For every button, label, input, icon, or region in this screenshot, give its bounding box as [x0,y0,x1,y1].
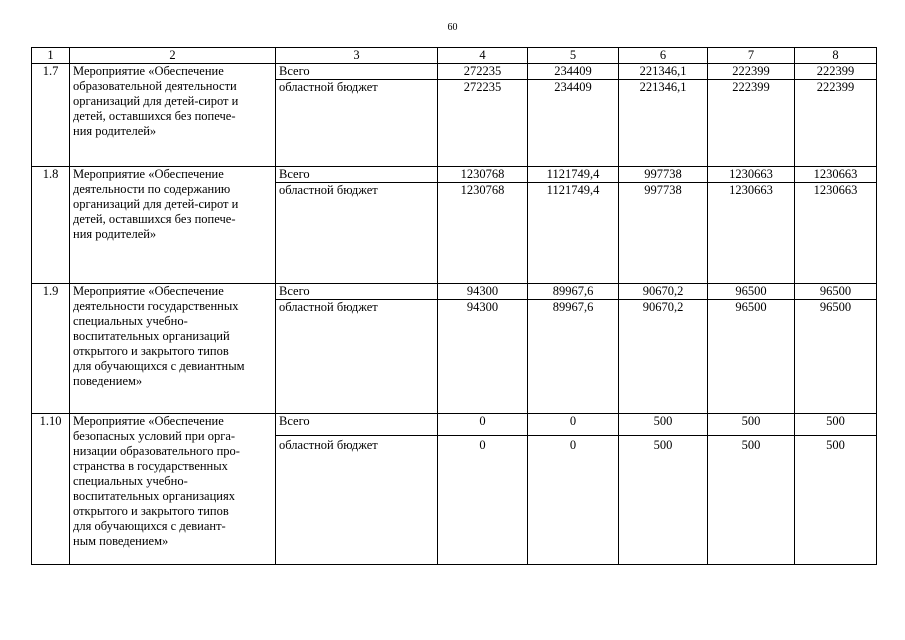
header-cell: 5 [528,48,619,64]
funding-source: областной бюджет [276,80,438,167]
value-cell: 94300 [438,284,528,300]
header-cell: 7 [708,48,795,64]
table-row [32,284,877,300]
value-cell: 96500 [795,300,877,414]
row-number: 1.10 [32,414,70,565]
activity-name: Мероприятие «Обеспечение образовательной деятельности организаций для детей-сирот и детей, оставшихся без попече- ния родителей» [70,64,276,167]
header-cell: 4 [438,48,528,64]
header-cell: 2 [70,48,276,64]
value-cell: 222399 [795,64,877,80]
value-cell: 997738 [619,167,708,183]
page-number: 60 [447,22,458,33]
value-cell: 89967,6 [528,284,619,300]
funding-source: областной бюджет [276,183,438,284]
value-cell: 500 [795,436,877,565]
activity-name: Мероприятие «Обеспечение безопасных условий при орга- низации образовательного про- странства в государственных специальных учебно- воспитательных организациях открытого и закрытого типов для обучающихся с девиант- ным поведением» [70,414,276,565]
value-cell: 500 [708,414,795,436]
value-cell: 1121749,4 [528,167,619,183]
row-number: 1.9 [32,284,70,414]
value-cell: 96500 [708,300,795,414]
value-cell: 1230768 [438,183,528,284]
value-cell: 222399 [708,80,795,167]
value-cell: 96500 [795,284,877,300]
value-cell: 500 [708,436,795,565]
header-row [32,48,877,64]
value-cell: 89967,6 [528,300,619,414]
value-cell: 221346,1 [619,64,708,80]
funding-source: Всего [276,414,438,436]
value-cell: 997738 [619,183,708,284]
value-cell: 1230768 [438,167,528,183]
value-cell: 1121749,4 [528,183,619,284]
value-cell: 0 [438,436,528,565]
budget-table [31,47,877,565]
value-cell: 90670,2 [619,300,708,414]
funding-source: Всего [276,64,438,80]
value-cell: 500 [795,414,877,436]
value-cell: 94300 [438,300,528,414]
funding-source: Всего [276,167,438,183]
funding-source: областной бюджет [276,300,438,414]
value-cell: 1230663 [708,167,795,183]
value-cell: 96500 [708,284,795,300]
header-cell: 1 [32,48,70,64]
header-cell: 8 [795,48,877,64]
value-cell: 0 [528,436,619,565]
value-cell: 0 [438,414,528,436]
row-number: 1.7 [32,64,70,167]
header-cell: 3 [276,48,438,64]
value-cell: 0 [528,414,619,436]
value-cell: 272235 [438,64,528,80]
value-cell: 272235 [438,80,528,167]
value-cell: 500 [619,414,708,436]
value-cell: 500 [619,436,708,565]
header-cell: 6 [619,48,708,64]
table-row [32,64,877,80]
table-row [32,167,877,183]
value-cell: 1230663 [708,183,795,284]
activity-name: Мероприятие «Обеспечение деятельности государственных специальных учебно- воспитательных организаций открытого и закрытого типов для обучающихся с девиантным поведением» [70,284,276,414]
value-cell: 1230663 [795,183,877,284]
value-cell: 222399 [708,64,795,80]
funding-source: областной бюджет [276,436,438,565]
table-row [32,414,877,436]
value-cell: 234409 [528,64,619,80]
activity-name: Мероприятие «Обеспечение деятельности по содержанию организаций для детей-сирот и детей, оставшихся без попече- ния родителей» [70,167,276,284]
value-cell: 1230663 [795,167,877,183]
value-cell: 222399 [795,80,877,167]
value-cell: 90670,2 [619,284,708,300]
funding-source: Всего [276,284,438,300]
value-cell: 221346,1 [619,80,708,167]
value-cell: 234409 [528,80,619,167]
row-number: 1.8 [32,167,70,284]
